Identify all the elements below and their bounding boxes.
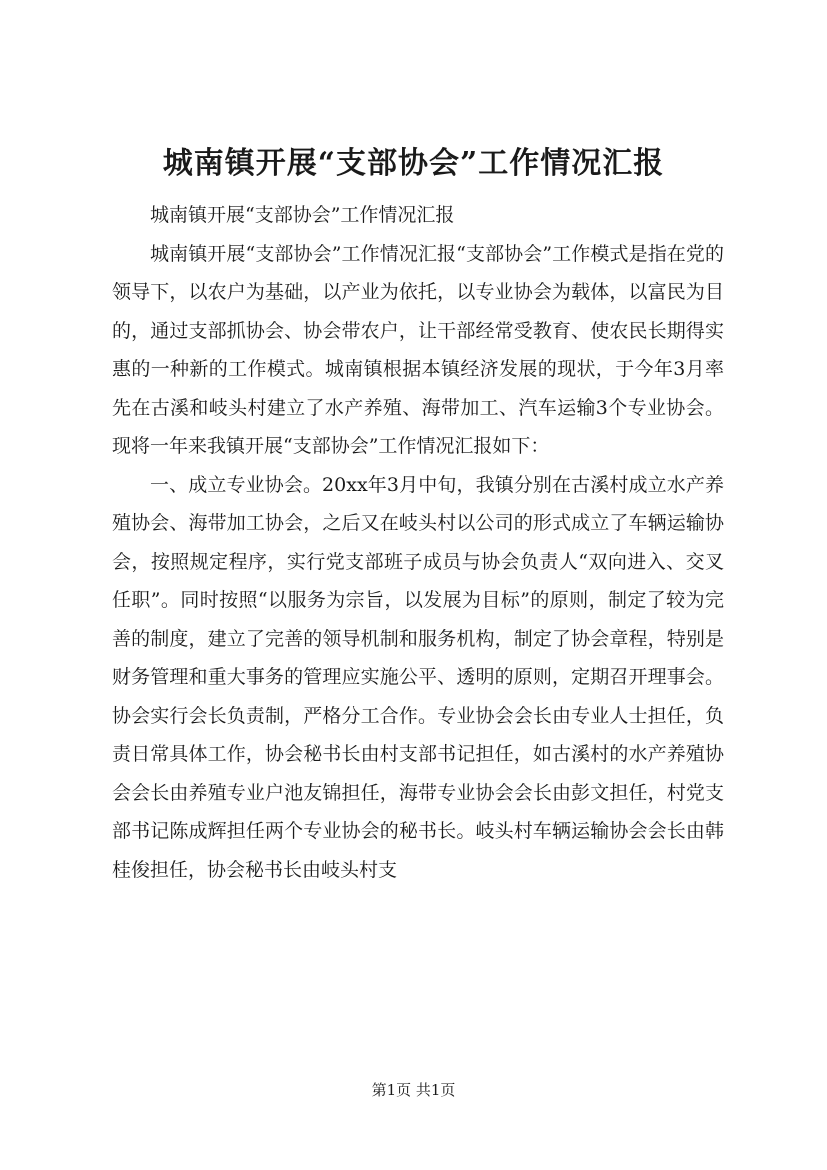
page-footer: 第1页 共1页 — [371, 1081, 456, 1099]
subtitle-paragraph: 城南镇开展“支部协会”工作情况汇报 — [150, 204, 455, 226]
document-title: 城南镇开展“支部协会”工作情况汇报 — [162, 146, 665, 181]
section-one-paragraph: 一、成立专业协会。20xx年3月中旬，我镇分别在古溪村成立水产养殖协会、海带加工协会，之后又在岐头村以公司的形式成立了车辆运输协会，按照规定程序，实行党支部班子成员与协会负责人“双向进入、交叉任职”。同时按照“以服务为宗旨，以发展为目标”的原则，制定了较为完善的制度，建立了完善的领导机制和服务机构，制定了协会章程，特别是财务管理和重大事务的管理应实施公平、透明的原则，定期召开理事会。协会实行会长负责制，严格分工合作。专业协会会长由专业人士担任，负责日常具体工作，协会秘书长由村支部书记担任，如古溪村的水产养殖协会会长由养殖专业户池友锦担任，海带专业协会会长由彭文担任，村党支部书记陈成辉担任两个专业协会的秘书长。岐头村车辆运输协会会长由韩桂俊担任，协会秘书长由岐头村支 — [112, 473, 724, 881]
document-body — [112, 196, 724, 889]
intro-paragraph: 城南镇开展“支部协会”工作情况汇报“支部协会”工作模式是指在党的领导下，以农户为基础，以产业为依托，以专业协会为载体，以富民为目的，通过支部抓协会、协会带农户，让干部经常受教育、使农民长期得实惠的一种新的工作模式。城南镇根据本镇经济发展的现状，于今年3月率先在古溪和岐头村建立了水产养殖、海带加工、汽车运输3个专业协会。现将一年来我镇开展“支部协会”工作情况汇报如下： — [112, 242, 724, 457]
